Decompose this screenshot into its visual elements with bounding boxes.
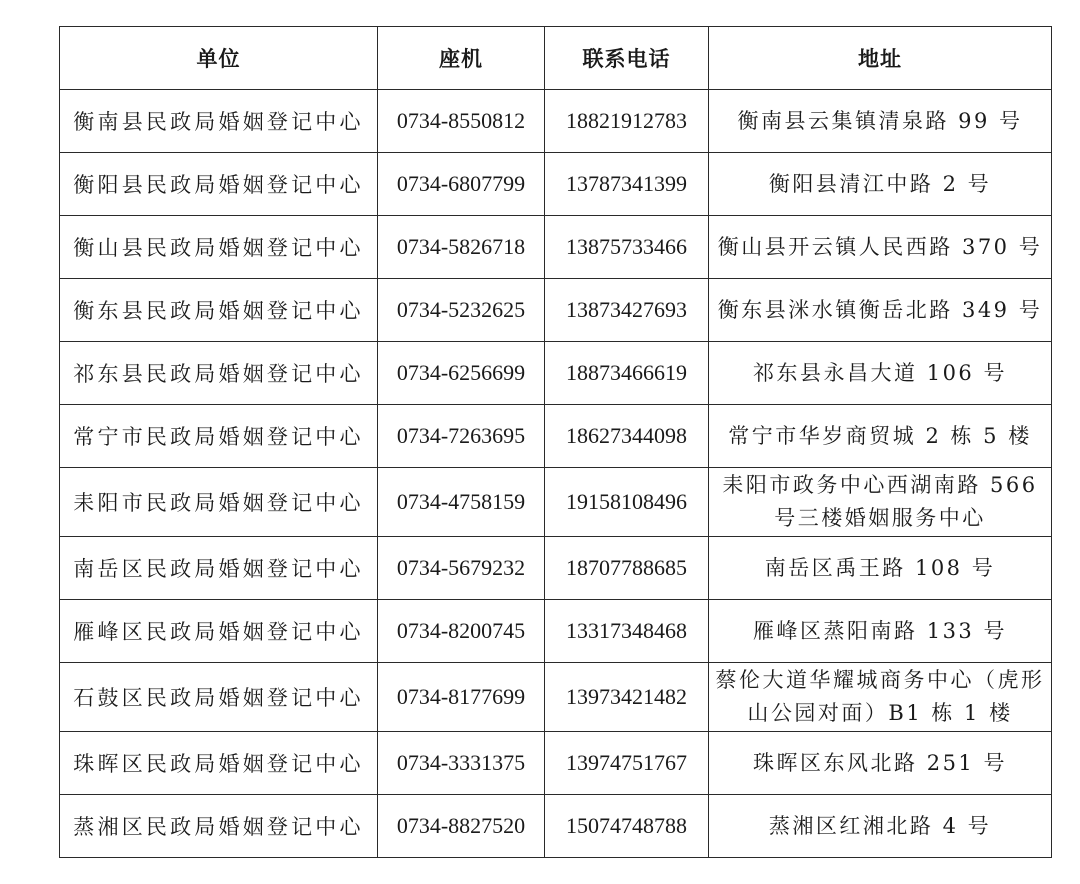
landline-cell: 0734-4758159 [378, 468, 545, 537]
marriage-registry-table [59, 26, 1052, 858]
unit-cell: 石鼓区民政局婚姻登记中心 [60, 663, 378, 732]
unit-cell: 蒸湘区民政局婚姻登记中心 [60, 795, 378, 858]
address-cell: 衡南县云集镇清泉路 99 号 [709, 90, 1052, 153]
mobile-cell: 13873427693 [545, 279, 709, 342]
address-cell: 珠晖区东风北路 251 号 [709, 732, 1052, 795]
mobile-cell: 19158108496 [545, 468, 709, 537]
unit-cell: 雁峰区民政局婚姻登记中心 [60, 600, 378, 663]
address-cell: 蔡伦大道华耀城商务中心（虎形山公园对面）B1 栋 1 楼 [709, 663, 1052, 732]
address-cell: 衡东县洣水镇衡岳北路 349 号 [709, 279, 1052, 342]
table-header-row [60, 27, 1052, 90]
landline-cell: 0734-5679232 [378, 537, 545, 600]
table-row [60, 732, 1052, 795]
header-address: 地址 [709, 27, 1052, 90]
mobile-cell: 13875733466 [545, 216, 709, 279]
table-row [60, 600, 1052, 663]
mobile-cell: 18707788685 [545, 537, 709, 600]
table-row [60, 153, 1052, 216]
table-row [60, 279, 1052, 342]
mobile-cell: 13317348468 [545, 600, 709, 663]
mobile-cell: 18821912783 [545, 90, 709, 153]
unit-cell: 衡山县民政局婚姻登记中心 [60, 216, 378, 279]
address-cell: 衡阳县清江中路 2 号 [709, 153, 1052, 216]
landline-cell: 0734-3331375 [378, 732, 545, 795]
header-unit: 单位 [60, 27, 378, 90]
landline-cell: 0734-8177699 [378, 663, 545, 732]
mobile-cell: 18627344098 [545, 405, 709, 468]
address-cell: 南岳区禹王路 108 号 [709, 537, 1052, 600]
table-row [60, 342, 1052, 405]
landline-cell: 0734-5232625 [378, 279, 545, 342]
table-row [60, 90, 1052, 153]
landline-cell: 0734-6256699 [378, 342, 545, 405]
landline-cell: 0734-8827520 [378, 795, 545, 858]
unit-cell: 南岳区民政局婚姻登记中心 [60, 537, 378, 600]
unit-cell: 衡阳县民政局婚姻登记中心 [60, 153, 378, 216]
header-mobile: 联系电话 [545, 27, 709, 90]
table-row [60, 216, 1052, 279]
mobile-cell: 13974751767 [545, 732, 709, 795]
address-cell: 耒阳市政务中心西湖南路 566 号三楼婚姻服务中心 [709, 468, 1052, 537]
table-row [60, 663, 1052, 732]
landline-cell: 0734-7263695 [378, 405, 545, 468]
header-landline: 座机 [378, 27, 545, 90]
unit-cell: 珠晖区民政局婚姻登记中心 [60, 732, 378, 795]
unit-cell: 常宁市民政局婚姻登记中心 [60, 405, 378, 468]
address-cell: 蒸湘区红湘北路 4 号 [709, 795, 1052, 858]
table-row [60, 468, 1052, 537]
unit-cell: 祁东县民政局婚姻登记中心 [60, 342, 378, 405]
address-cell: 衡山县开云镇人民西路 370 号 [709, 216, 1052, 279]
landline-cell: 0734-5826718 [378, 216, 545, 279]
unit-cell: 耒阳市民政局婚姻登记中心 [60, 468, 378, 537]
mobile-cell: 13787341399 [545, 153, 709, 216]
landline-cell: 0734-8550812 [378, 90, 545, 153]
address-cell: 常宁市华岁商贸城 2 栋 5 楼 [709, 405, 1052, 468]
landline-cell: 0734-6807799 [378, 153, 545, 216]
mobile-cell: 18873466619 [545, 342, 709, 405]
mobile-cell: 13973421482 [545, 663, 709, 732]
landline-cell: 0734-8200745 [378, 600, 545, 663]
table-row [60, 537, 1052, 600]
table-row [60, 795, 1052, 858]
unit-cell: 衡东县民政局婚姻登记中心 [60, 279, 378, 342]
mobile-cell: 15074748788 [545, 795, 709, 858]
address-cell: 祁东县永昌大道 106 号 [709, 342, 1052, 405]
table-row [60, 405, 1052, 468]
unit-cell: 衡南县民政局婚姻登记中心 [60, 90, 378, 153]
address-cell: 雁峰区蒸阳南路 133 号 [709, 600, 1052, 663]
